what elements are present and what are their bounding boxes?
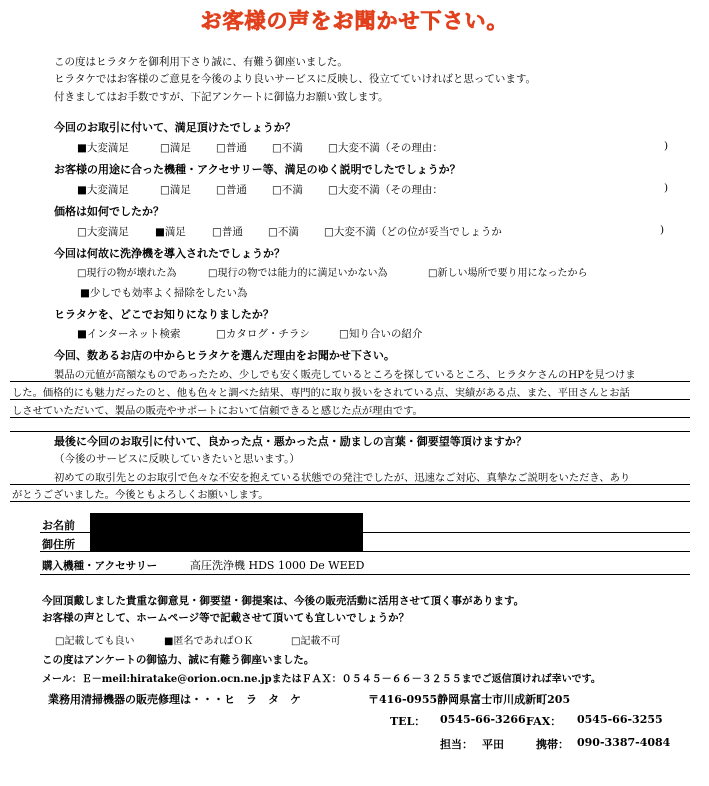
answer-rule [10, 484, 690, 485]
q6-answer-line-2: した。価格的にも魅力だったのと、他も色々と調べた結果、専門的に取り扱いをされている点、実績がある点、また、平田さんとお話 [12, 387, 630, 399]
contact-info: メール：Ｅ－meil:hiratake@orion.ocn.ne.jpまたはＦＡＸ：０５４５－６６－３２５５までご返信頂ければ幸いです。 [42, 674, 601, 685]
q2-option-unsatisfied[interactable]: □不満 [272, 184, 303, 196]
q7-answer-line-1: 初めての取引先とのお取引で色々な不安を抱えている状態での発注でしたが、迅速なご対応、真摯なご説明をいただき、あり [54, 472, 631, 484]
company-address: 〒416-0955静岡県富士市川成新町205 [368, 693, 571, 706]
q4-option-efficiency[interactable]: ■少しでも効率よく掃除をしたい為 [80, 287, 248, 299]
q4-option-insufficient[interactable]: □現行の物では能力的に満足いかない為 [208, 268, 388, 279]
q5-option-referral[interactable]: □知り合いの紹介 [339, 328, 423, 340]
q1-close-paren: ) [664, 140, 669, 152]
q6-answer-line-1: 製品の元値が高額なものであったため、少しでも安く販売しているところを探しているところ、ヒラタケさんのHPを見つけま [54, 369, 636, 381]
name-label: お名前 [42, 519, 75, 532]
question-4: 今回は何故に洗浄機を導入されたでしょうか？ [54, 247, 285, 260]
product-rule [40, 574, 690, 575]
intro-line-1: この度はヒラタケを御利用下さり誠に、有難う御座いました。 [54, 56, 348, 68]
q1-option-satisfied[interactable]: □満足 [160, 142, 191, 154]
answer-rule [10, 431, 690, 432]
mobile-label: 携帯： [536, 738, 569, 751]
tel-number: 0545-66-3266 [440, 713, 526, 726]
question-7-sub: （今後のサービスに反映していきたいと思います。） [54, 453, 300, 465]
q5-option-catalog[interactable]: □カタログ・チラシ [216, 328, 310, 340]
product-label: 購入機種・アクセサリー [42, 560, 158, 572]
intro-line-3: 付きましてはお手数ですが、下記アンケートに御協力お願い致します。 [54, 91, 389, 103]
q6-answer-line-3: しさせていただいて、製品の販売やサポートにおいて信頼できると感じた点が理由です。 [12, 405, 423, 417]
q1-option-normal[interactable]: □普通 [216, 142, 247, 154]
product-value: 高圧洗浄機 HDS 1000 De WEED [190, 559, 365, 572]
consent-option-ok[interactable]: □記載しても良い [55, 636, 135, 647]
q2-close-paren: ) [664, 182, 669, 194]
q2-option-very-unsatisfied[interactable]: □大変不満（その理由： [328, 184, 443, 196]
answer-rule [10, 399, 690, 400]
intro-line-2: ヒラタケではお客様のご意見を今後のより良いサービスに反映し、役立てていければと思っています。 [54, 73, 537, 85]
q3-option-satisfied[interactable]: ■満足 [155, 226, 186, 238]
answer-rule [10, 501, 690, 502]
person-label: 担当： [440, 738, 473, 751]
q1-option-unsatisfied[interactable]: □不満 [272, 142, 303, 154]
answer-rule [10, 381, 690, 382]
consent-line-2: お客様の声として、ホームページ等で記載させて頂いても宜しいでしょうか？ [42, 612, 410, 624]
q3-option-very-unsatisfied[interactable]: □大変不満（どの位が妥当でしょうか [324, 226, 502, 238]
address-rule [40, 551, 690, 552]
mobile-number: 090-3387-4084 [577, 736, 671, 749]
q2-option-satisfied[interactable]: □満足 [160, 184, 191, 196]
q2-option-normal[interactable]: □普通 [216, 184, 247, 196]
answer-rule [10, 417, 690, 418]
question-6: 今回、数あるお店の中からヒラタケを選んだ理由をお聞かせ下さい。 [54, 349, 395, 362]
question-1: 今回のお取引に付いて、満足頂けたでしょうか？ [54, 121, 296, 134]
q1-option-very-satisfied[interactable]: ■大変満足 [77, 142, 129, 154]
address-redaction [90, 532, 363, 551]
page-title: お客様の声をお聞かせ下さい。 [200, 8, 509, 33]
q5-option-internet[interactable]: ■インターネット検索 [77, 328, 181, 340]
question-3: 価格は如何でしたか？ [54, 205, 164, 218]
question-2: お客様の用途に合った機種・アクセサリー等、満足のゆく説明でしたでしょうか？ [54, 163, 461, 176]
q4-option-broken[interactable]: □現行の物が壊れた為 [77, 268, 177, 279]
q4-option-new-location[interactable]: □新しい場所で要り用になったから [428, 268, 588, 279]
name-redaction [90, 513, 363, 532]
q1-option-very-unsatisfied[interactable]: □大変不満（その理由： [328, 142, 443, 154]
consent-option-no[interactable]: □記載不可 [291, 636, 341, 647]
fax-label: FAX： [526, 715, 562, 728]
consent-option-anonymous[interactable]: ■匿名であればＯＫ [164, 636, 254, 647]
person-name: 平田 [482, 738, 504, 751]
fax-number: 0545-66-3255 [577, 713, 663, 726]
consent-line-1: 今回頂戴しました貴重な御意見・御要望・御提案は、今後の販売活動に活用させて頂く事があります。 [42, 595, 525, 607]
q3-option-very-satisfied[interactable]: □大変満足 [77, 226, 129, 238]
question-7: 最後に今回のお取引に付いて、良かった点・悪かった点・励ましの言葉・御要望等頂けますか？ [54, 435, 527, 448]
question-5: ヒラタケを、どこでお知りになりましたか？ [54, 308, 274, 321]
address-label: 御住所 [42, 538, 75, 551]
q3-option-normal[interactable]: □普通 [212, 226, 243, 238]
company-name: 業務用清掃機器の販売修理は・・・ヒ ラ タ ケ [48, 693, 301, 706]
tel-label: TEL： [390, 715, 426, 728]
q7-answer-line-2: がとうございました。今後ともよろしくお願いします。 [12, 489, 269, 501]
closing-thanks: この度はアンケートの御協力、誠に有難う御座いました。 [42, 654, 315, 666]
q2-option-very-satisfied[interactable]: ■大変満足 [77, 184, 129, 196]
q3-close-paren: ) [660, 224, 665, 236]
q3-option-unsatisfied[interactable]: □不満 [268, 226, 299, 238]
